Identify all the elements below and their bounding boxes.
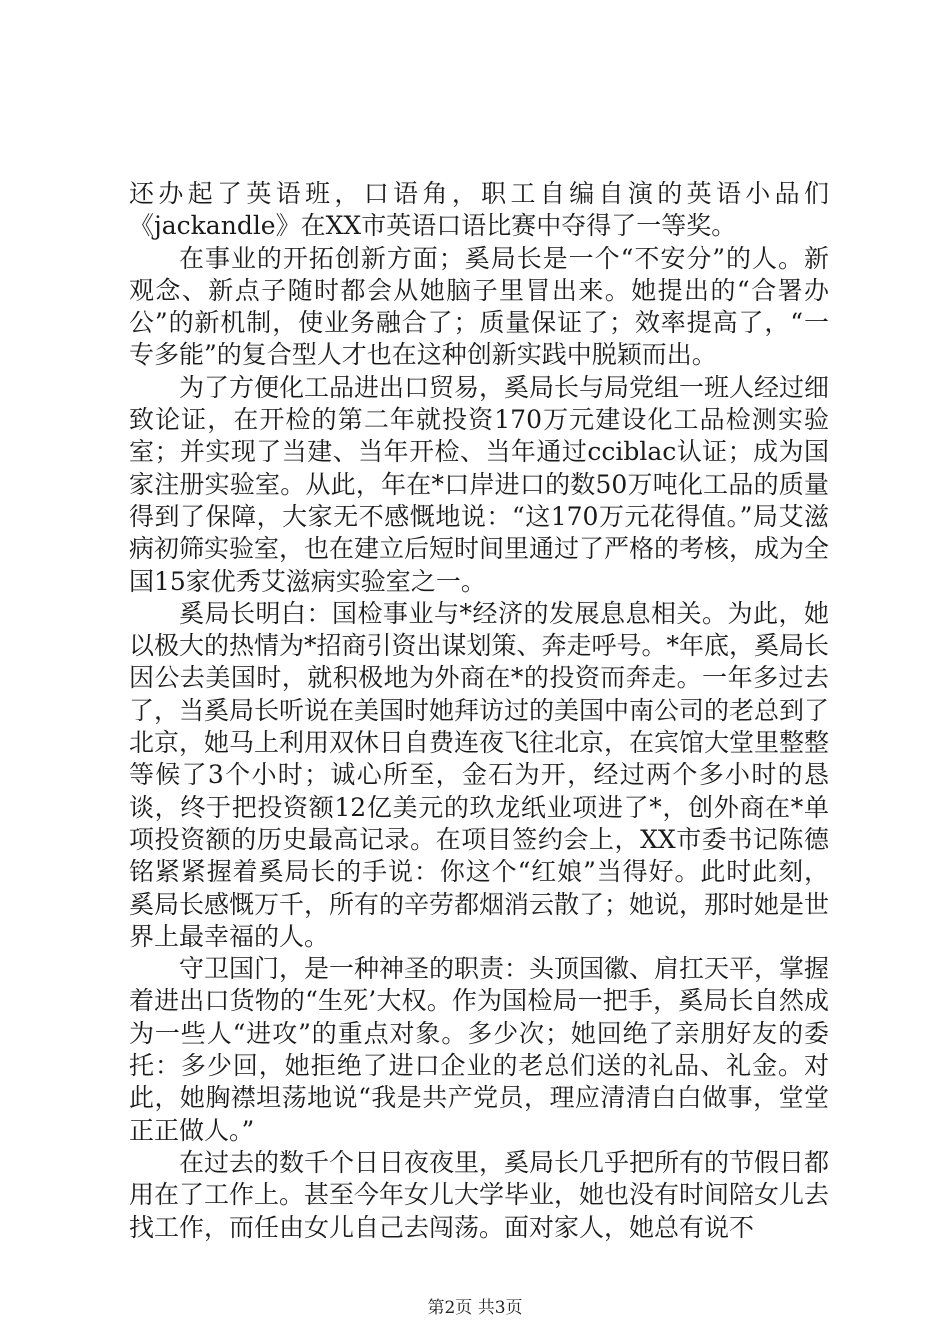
paragraph-2: 在事业的开拓创新方面；奚局长是一个“不安分”的人。新观念、新点子随时都会从她脑子里冒出来。她提出的“合署办公”的新机制，使业务融合了；质量保证了；效率提高了，“一专多能”的复合型人才也在这种创新实践中脱颖而出。	[129, 243, 829, 370]
paragraph-3: 为了方便化工品进出口贸易，奚局长与局党组一班人经过细致论证，在开检的第二年就投资170万元建设化工品检测实验室；并实现了当建、当年开检、当年通过cciblac认证；成为国家注册实验室。从此，年在*口岸进口的数50万吨化工品的质量得到了保障，大家无不感慨地说：“这170万元花得值。”局艾滋病初筛实验室，也在建立后短时间里通过了严格的考核，成为全国15家优秀艾滋病实验室之一。	[129, 372, 830, 596]
document-body	[129, 178, 829, 1244]
paragraph-4: 奚局长明白：国检事业与*经济的发展息息相关。为此，她以极大的热情为*招商引资出谋划策、奔走呼号。*年底，奚局长因公去美国时，就积极地为外商在*的投资而奔走。一年多过去了，当奚局长听说在美国时她拜访过的美国中南公司的老总到了北京，她马上利用双休日自费连夜飞往北京，在宾馆大堂里整整等候了3个小时；诚心所至，金石为开，经过两个多小时的恳谈，终于把投资额12亿美元的玖龙纸业项进了*，创外商在*单项投资额的历史最高记录。在项目签约会上，XX市委书记陈德铭紧紧握着奚局长的手说：你这个“红娘”当得好。此时此刻，奚局长感慨万千，所有的辛劳都烟消云散了；她说，那时她是世界上最幸福的人。	[129, 598, 830, 951]
paragraph-1: 还办起了英语班，口语角，职工自编自演的英语小品们《jackandle》在XX市英语口语比赛中夺得了一等奖。	[129, 179, 829, 241]
paragraph-5: 守卫国门，是一种神圣的职责：头顶国徽、肩扛天平，掌握着进出口货物的“生死’大权。作为国检局一把手，奚局长自然成为一些人“进攻”的重点对象。多少次；她回绝了亲朋好友的委托：多少回，她拒绝了进口企业的老总们送的礼品、礼金。对此，她胸襟坦荡地说“我是共产党员，理应清清白白做事，堂堂正正做人。”	[129, 954, 830, 1145]
paragraph-6: 在过去的数千个日日夜夜里，奚局长几乎把所有的节假日都用在了工作上。甚至今年女儿大学毕业，她也没有时间陪女儿去找工作，而任由女儿自己去闯荡。面对家人，她总有说不	[129, 1147, 830, 1242]
page-footer: 第2页 共3页	[427, 1298, 523, 1318]
